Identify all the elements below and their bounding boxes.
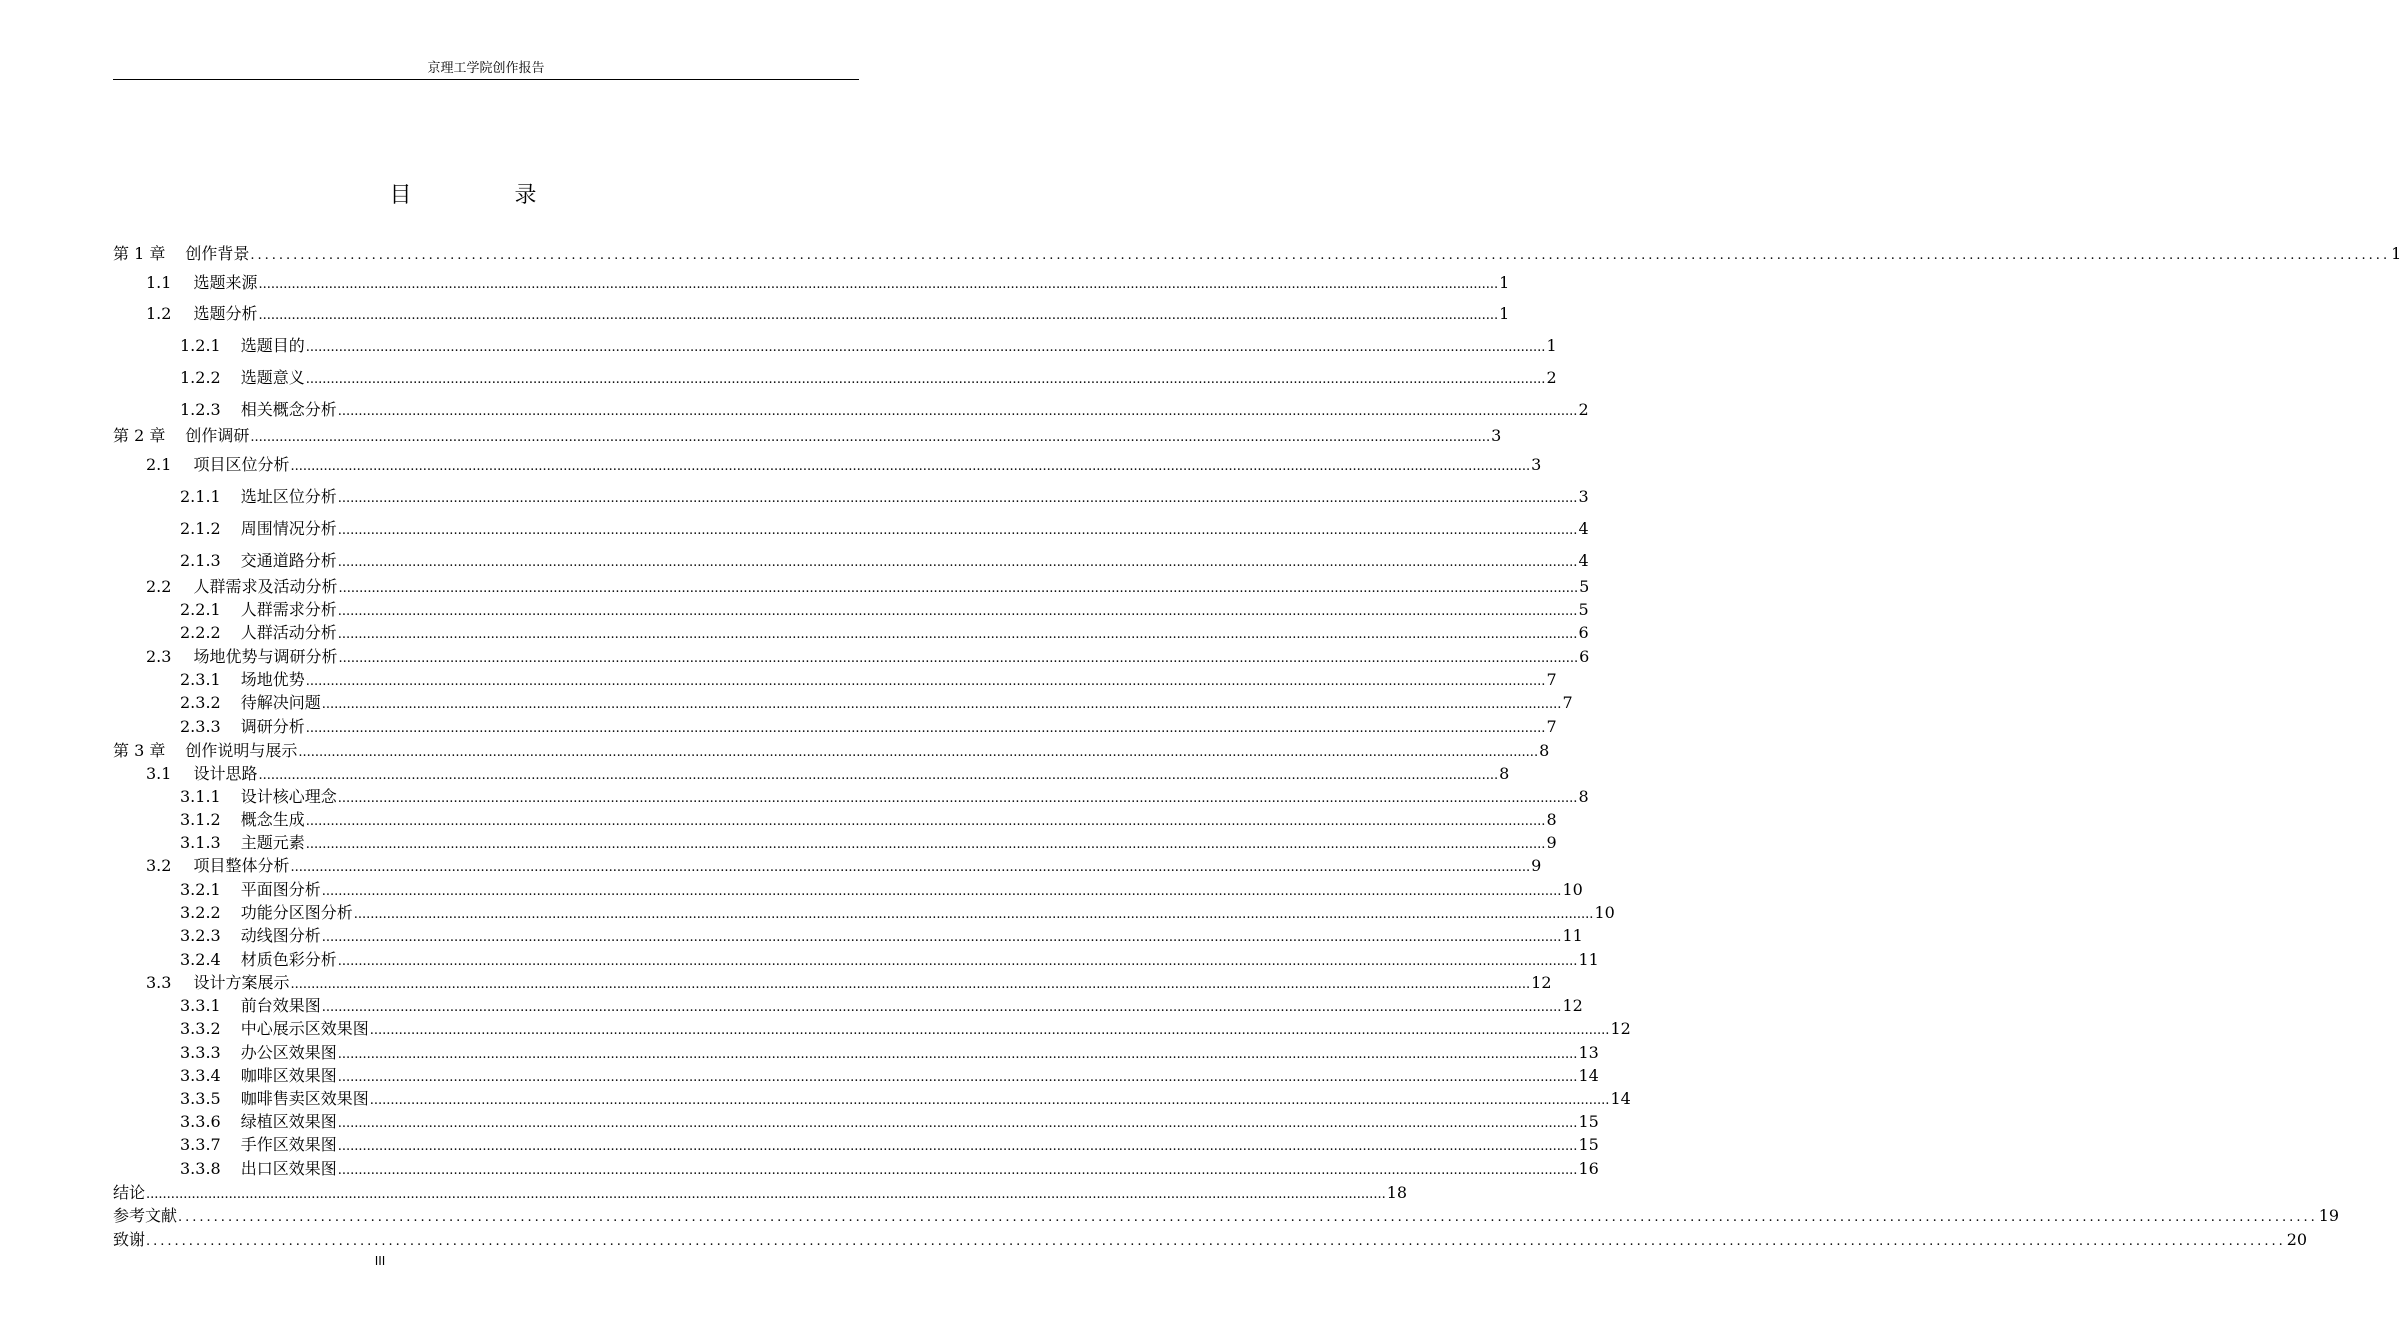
dot-leader: ............................................................................................................................................................................................................................................................................................................ [337,1116,1578,1131]
toc-entry-number: 3.1.2 [180,810,221,829]
toc-entry-page: 11 [1578,950,1599,969]
dot-leader: ............................................................................................................................................................................................................................................................................................................ [178,1210,2318,1225]
dot-leader: ............................................................................................................................................................................................................................................................................................................ [305,837,1546,852]
toc-entry-page: 14 [1610,1089,1631,1108]
toc-entry[interactable] [113,832,1557,854]
dot-leader: ............................................................................................................................................................................................................................................................................................................ [337,627,1578,642]
toc-entry[interactable] [113,646,1590,668]
toc-entry-page: 15 [1578,1112,1599,1131]
toc-entry[interactable] [113,855,1542,877]
toc-entry-page: 8 [1539,741,1550,760]
toc-entry-page: 19 [2318,1206,2340,1225]
toc-entry-label: 参考文献 [113,1206,178,1225]
toc-entry-number: 2.1 [146,455,172,474]
dot-leader: ............................................................................................................................................................................................................................................................................................................ [290,860,1531,875]
toc-entry[interactable] [113,692,1573,714]
toc-entry-number: 3.3.5 [180,1089,221,1108]
toc-entry[interactable] [113,243,2401,265]
dot-leader: ............................................................................................................................................................................................................................................................................................................ [305,340,1546,355]
toc-entry-number: 1.2.3 [180,400,221,419]
toc-entry-label: 材质色彩分析 [240,950,337,969]
toc-entry-page: 4 [1578,551,1589,570]
toc-entry-label: 人群需求及活动分析 [193,577,338,596]
dot-leader: ............................................................................................................................................................................................................................................................................................................ [337,954,1578,969]
toc-entry-label: 场地优势与调研分析 [193,647,338,666]
toc-entry[interactable] [113,272,1510,294]
toc-entry[interactable] [113,763,1510,785]
toc-entry-number: 3.2.1 [180,880,221,899]
dot-leader: ............................................................................................................................................................................................................................................................................................................ [338,581,1579,596]
dot-leader: ............................................................................................................................................................................................................................................................................................................ [337,604,1578,619]
toc-entry-page: 3 [1531,455,1542,474]
toc-entry[interactable] [113,1158,1599,1180]
toc-entry[interactable] [113,1134,1599,1156]
toc-entry-page: 8 [1546,810,1557,829]
toc-entry-page: 1 [1546,336,1557,355]
toc-entry-page: 15 [1578,1135,1599,1154]
toc-entry-label: 出口区效果图 [240,1159,337,1178]
dot-leader: ............................................................................................................................................................................................................................................................................................................ [146,1234,2286,1249]
toc-entry-label: 交通道路分析 [240,551,337,570]
toc-entry-page: 2 [1578,400,1589,419]
toc-entry[interactable] [113,486,1589,508]
toc-entry-label: 项目区位分析 [193,455,290,474]
dot-leader: ............................................................................................................................................................................................................................................................................................................ [298,745,1539,760]
toc-entry-number: 3.3.6 [180,1112,221,1131]
toc-entry[interactable] [113,669,1557,691]
toc-entry[interactable] [113,902,1615,924]
toc-entry-number: 3.1 [146,764,172,783]
toc-entry-number: 3.2 [146,856,172,875]
toc-entry-number: 1.1 [146,273,172,292]
toc-entry[interactable] [113,716,1557,738]
dot-leader: ............................................................................................................................................................................................................................................................................................................ [337,1047,1578,1062]
dot-leader: ............................................................................................................................................................................................................................................................................................................ [321,1000,1562,1015]
dot-leader: ............................................................................................................................................................................................................................................................................................................ [258,768,1499,783]
toc-entry[interactable] [113,599,1589,621]
toc-entry-label: 功能分区图分析 [240,903,353,922]
dot-leader: ............................................................................................................................................................................................................................................................................................................ [290,459,1531,474]
toc-entry-number: 2.1.1 [180,487,221,506]
dot-leader: ............................................................................................................................................................................................................................................................................................................ [290,977,1531,992]
dot-leader: ............................................................................................................................................................................................................................................................................................................ [305,814,1546,829]
toc-entry-label: 选题目的 [240,336,305,355]
toc-entry-label: 场地优势 [240,670,305,689]
toc-entry-number: 1.2.1 [180,336,221,355]
toc-entry-label: 主题元素 [240,833,305,852]
toc-entry-page: 10 [1562,880,1583,899]
toc-entry[interactable] [113,925,1583,947]
toc-entry[interactable] [113,1065,1599,1087]
toc-entry-page: 8 [1578,787,1589,806]
toc-entry-number: 3.2.3 [180,926,221,945]
toc-entry[interactable] [113,809,1557,831]
dot-leader: ............................................................................................................................................................................................................................................................................................................ [321,697,1562,712]
toc-entry-page: 8 [1499,764,1510,783]
toc-entry[interactable] [113,303,1510,325]
toc-entry-page: 11 [1562,926,1583,945]
toc-entry-number: 第 1 章 [113,244,166,263]
toc-entry-number: 2.1.3 [180,551,221,570]
toc-entry[interactable] [113,518,1589,540]
dot-leader: ............................................................................................................................................................................................................................................................................................................ [305,721,1546,736]
toc-entry[interactable] [113,1018,1631,1040]
toc-entry-page: 3 [1578,487,1589,506]
dot-leader: ............................................................................................................................................................................................................................................................................................................ [337,491,1578,506]
toc-entry[interactable] [113,550,1589,572]
toc-entry-number: 3.3.3 [180,1043,221,1062]
toc-entry-label: 中心展示区效果图 [240,1019,369,1038]
toc-entry-page: 12 [1531,973,1552,992]
dot-leader: ............................................................................................................................................................................................................................................................................................................ [337,791,1578,806]
dot-leader: ............................................................................................................................................................................................................................................................................................................ [321,884,1562,899]
toc-entry[interactable] [113,1042,1599,1064]
dot-leader: ............................................................................................................................................................................................................................................................................................................ [369,1023,1610,1038]
toc-entry-page: 7 [1546,717,1557,736]
toc-entry[interactable] [113,425,1502,447]
toc-entry-number: 2.3.3 [180,717,221,736]
toc-entry-label: 相关概念分析 [240,400,337,419]
toc-entry-label: 待解决问题 [240,693,321,712]
toc-entry-label: 咖啡区效果图 [240,1066,337,1085]
toc-entry-label: 绿植区效果图 [240,1112,337,1131]
toc-entry-label: 平面图分析 [240,880,321,899]
toc-entry-page: 1 [1499,273,1510,292]
toc-entry-number: 3.3.2 [180,1019,221,1038]
toc-entry-label: 创作背景 [185,244,250,263]
toc-entry[interactable] [113,995,1583,1017]
toc-entry-page: 13 [1578,1043,1599,1062]
toc-entry-page: 7 [1546,670,1557,689]
toc-entry[interactable] [113,335,1557,357]
toc-entry-page: 6 [1579,647,1590,666]
toc-entry-number: 2.2.2 [180,623,221,642]
toc-entry[interactable] [113,622,1589,644]
header-rule [113,79,859,80]
toc-entry[interactable] [113,972,1552,994]
toc-entry-label: 设计思路 [193,764,258,783]
toc-entry[interactable] [113,786,1589,808]
toc-entry-page: 2 [1546,368,1557,387]
dot-leader: ............................................................................................................................................................................................................................................................................................................ [337,523,1578,538]
toc-entry[interactable] [113,1088,1631,1110]
toc-entry-label: 选题来源 [193,273,258,292]
dot-leader: ............................................................................................................................................................................................................................................................................................................ [250,430,1491,445]
toc-entry-label: 结论 [113,1183,146,1202]
toc-entry-label: 周围情况分析 [240,519,337,538]
toc-entry[interactable] [113,454,1542,476]
toc-entry[interactable] [113,879,1583,901]
dot-leader: ............................................................................................................................................................................................................................................................................................................ [369,1093,1610,1108]
toc-entry-page: 9 [1531,856,1542,875]
toc-entry-number: 3.1.3 [180,833,221,852]
toc-entry-number: 2.2 [146,577,172,596]
toc-entry-page: 10 [1594,903,1615,922]
dot-leader: ............................................................................................................................................................................................................................................................................................................ [337,1163,1578,1178]
toc-entry-page: 1 [2391,244,2401,263]
toc-entry[interactable] [113,949,1599,971]
toc-entry-label: 致谢 [113,1230,146,1249]
page-number: III [374,1254,386,1268]
toc-entry[interactable] [113,1229,2308,1251]
dot-leader: ............................................................................................................................................................................................................................................................................................................ [337,555,1578,570]
toc-entry-label: 前台效果图 [240,996,321,1015]
toc-entry[interactable] [113,367,1557,389]
toc-entry-label: 选题分析 [193,304,258,323]
toc-entry-page: 12 [1562,996,1583,1015]
toc-entry-number: 3.3.8 [180,1159,221,1178]
dot-leader: ............................................................................................................................................................................................................................................................................................................ [337,1070,1578,1085]
dot-leader: ............................................................................................................................................................................................................................................................................................................ [305,372,1546,387]
toc-entry-page: 7 [1562,693,1573,712]
dot-leader: ............................................................................................................................................................................................................................................................................................................ [305,674,1546,689]
toc-entry-page: 9 [1546,833,1557,852]
toc-entry[interactable] [113,1182,1408,1204]
toc-entry-number: 3.3.1 [180,996,221,1015]
toc-entry-label: 选址区位分析 [240,487,337,506]
toc-entry-number: 2.3 [146,647,172,666]
toc-entry-label: 办公区效果图 [240,1043,337,1062]
toc-entry[interactable] [113,740,1550,762]
toc-entry[interactable] [113,1205,2340,1227]
toc-entry-number: 1.2 [146,304,172,323]
toc-entry-page: 1 [1499,304,1510,323]
toc-entry-label: 创作调研 [185,426,250,445]
toc-entry-page: 5 [1578,600,1589,619]
toc-title: 目 录 [389,183,585,208]
toc-entry-number: 3.1.1 [180,787,221,806]
dot-leader: ............................................................................................................................................................................................................................................................................................................ [338,651,1579,666]
toc-entry-page: 4 [1578,519,1589,538]
toc-entry-number: 3.3.4 [180,1066,221,1085]
toc-entry-label: 设计核心理念 [240,787,337,806]
toc-entry[interactable] [113,1111,1599,1133]
toc-entry-number: 2.1.2 [180,519,221,538]
toc-entry-page: 12 [1610,1019,1631,1038]
running-header: 京理工学院创作报告 [427,61,545,76]
toc-entry-number: 1.2.2 [180,368,221,387]
toc-entry[interactable] [113,399,1589,421]
toc-entry-number: 第 2 章 [113,426,166,445]
toc-entry[interactable] [113,576,1590,598]
dot-leader: ............................................................................................................................................................................................................................................................................................................ [146,1187,1386,1202]
toc-entry-label: 概念生成 [240,810,305,829]
toc-entry-label: 创作说明与展示 [185,741,298,760]
toc-entry-page: 18 [1386,1183,1408,1202]
toc-entry-page: 5 [1579,577,1590,596]
dot-leader: ............................................................................................................................................................................................................................................................................................................ [321,930,1562,945]
toc-entry-label: 手作区效果图 [240,1135,337,1154]
toc-entry-number: 3.3 [146,973,172,992]
toc-entry-label: 咖啡售卖区效果图 [240,1089,369,1108]
toc-entry-page: 6 [1578,623,1589,642]
toc-entry-label: 人群需求分析 [240,600,337,619]
toc-entry-label: 选题意义 [240,368,305,387]
toc-entry-page: 16 [1578,1159,1599,1178]
toc-entry-label: 项目整体分析 [193,856,290,875]
toc-entry-number: 3.3.7 [180,1135,221,1154]
toc-entry-number: 2.3.1 [180,670,221,689]
toc-entry-number: 2.3.2 [180,693,221,712]
toc-entry-page: 14 [1578,1066,1599,1085]
toc-entry-label: 设计方案展示 [193,973,290,992]
toc-entry-number: 3.2.4 [180,950,221,969]
dot-leader: ............................................................................................................................................................................................................................................................................................................ [353,907,1594,922]
toc-entry-number: 3.2.2 [180,903,221,922]
dot-leader: ............................................................................................................................................................................................................................................................................................................ [337,404,1578,419]
dot-leader: ............................................................................................................................................................................................................................................................................................................ [337,1139,1578,1154]
toc-entry-label: 动线图分析 [240,926,321,945]
dot-leader: ............................................................................................................................................................................................................................................................................................................ [258,277,1499,292]
dot-leader: ............................................................................................................................................................................................................................................................................................................ [250,248,2391,263]
toc-entry-page: 20 [2286,1230,2308,1249]
toc-entry-number: 第 3 章 [113,741,166,760]
toc-entry-label: 调研分析 [240,717,305,736]
toc-entry-label: 人群活动分析 [240,623,337,642]
dot-leader: ............................................................................................................................................................................................................................................................................................................ [258,308,1499,323]
toc-entry-page: 3 [1491,426,1502,445]
toc-entry-number: 2.2.1 [180,600,221,619]
